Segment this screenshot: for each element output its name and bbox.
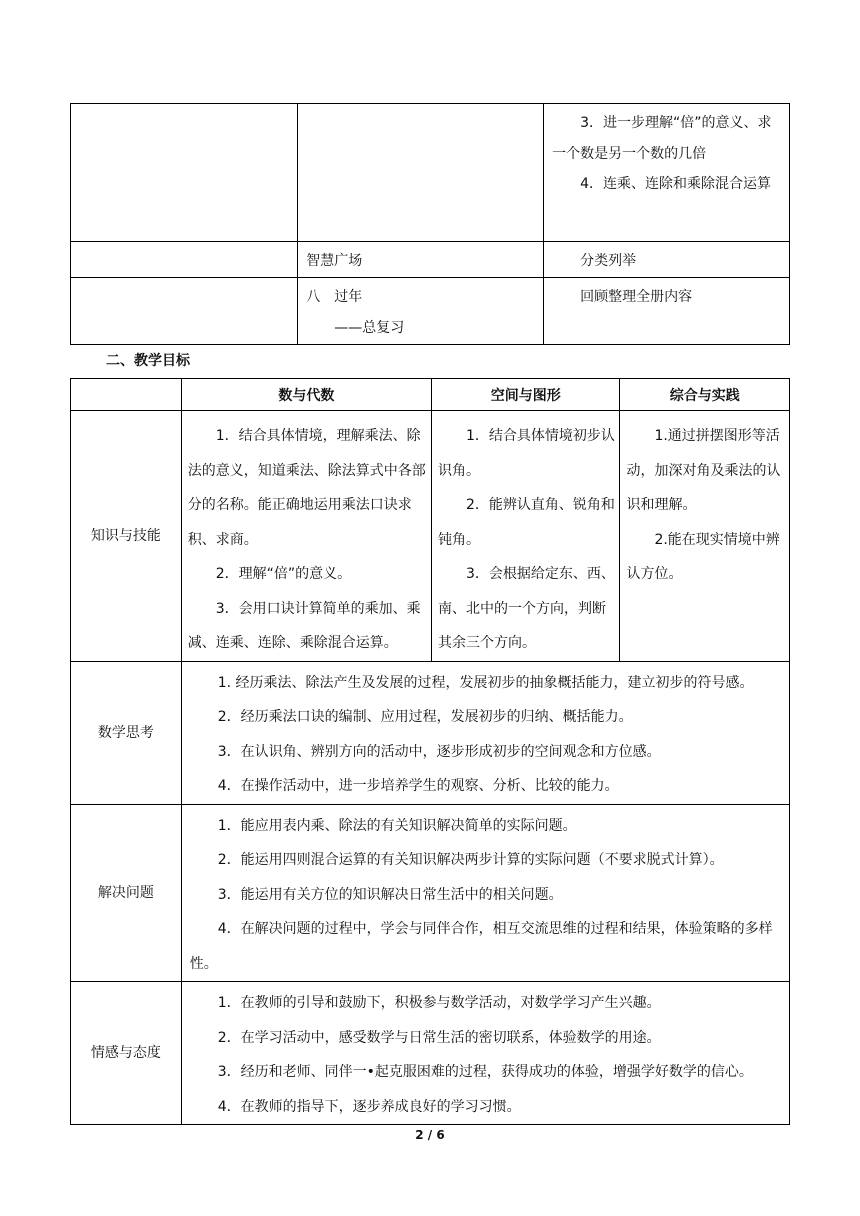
content-line: 分类列举 <box>580 253 637 269</box>
unit-title-cell <box>298 278 544 345</box>
objective-item: 1.通过拼摆图形等活动，加深对角及乘法的认识和理解。 <box>626 428 781 513</box>
objective-item: 3．在认识角、辨别方向的活动中，逐步形成初步的空间观念和方位感。 <box>217 743 661 760</box>
objective-item: 2.能在现实情境中辨认方位。 <box>626 531 780 582</box>
unit-cell-empty <box>71 278 298 345</box>
objective-item: 4．在解决问题的过程中，学会与同伴合作，相互交流思维的过程和结果，体验策略的多样性。 <box>189 921 773 972</box>
objective-item: 1. 经历乘法、除法产生及发展的过程，发展初步的抽象概括能力，建立初步的符号感。 <box>217 674 754 691</box>
page-number: 2 / 6 <box>415 1128 445 1142</box>
row-label-text: 知识与技能 <box>90 527 161 544</box>
row-label-attitude <box>71 982 182 1125</box>
thinking-cell <box>181 661 789 804</box>
row-label-knowledge <box>71 411 182 662</box>
objective-item: 3．会用口诀计算简单的乘加、乘减、连乘、连除、乘除混合运算。 <box>187 600 421 651</box>
unit-content-table <box>70 103 790 345</box>
objective-item: 3．经历和老师、同伴一•起克服困难的过程，获得成功的体验，增强学好数学的信心。 <box>217 1064 753 1080</box>
objective-item: 1．结合具体情境，理解乘法、除法的意义，知道乘法、除法算式中各部分的名称。能正确地运用乘法口诀求积、求商。 <box>187 428 426 548</box>
objective-item: 1．能应用表内乘、除法的有关知识解决简单的实际问题。 <box>217 817 577 834</box>
objective-item: 2．经历乘法口诀的编制、应用过程，发展初步的归纳、概括能力。 <box>217 709 633 725</box>
unit-title: 八 过年 <box>306 289 363 305</box>
knowledge-algebra-cell <box>181 411 431 662</box>
header-geometry: 空间与图形 <box>431 379 619 411</box>
unit-title-cell <box>298 242 544 278</box>
attitude-cell <box>181 982 789 1125</box>
unit-cell-empty <box>71 104 298 242</box>
objective-item: 3．能运用有关方位的知识解决日常生活中的相关问题。 <box>217 886 563 903</box>
unit-title-cell-empty <box>298 104 544 242</box>
objective-item: 2．理解“倍”的意义。 <box>215 566 352 582</box>
objective-item: 1．结合具体情境初步认识角。 <box>437 428 615 479</box>
unit-content-cell <box>544 104 790 242</box>
content-line: 回顾整理全册内容 <box>580 289 693 305</box>
unit-content-cell <box>544 278 790 345</box>
content-line: 4．连乘、连除和乘除混合运算 <box>580 176 771 192</box>
objective-item: 4．在教师的指导下，逐步养成良好的学习习惯。 <box>217 1098 521 1115</box>
header-algebra: 数与代数 <box>181 379 431 411</box>
row-label-thinking: 数学思考 <box>71 661 182 804</box>
unit-subtitle: ——总复习 <box>334 319 405 336</box>
unit-cell-empty <box>71 242 298 278</box>
knowledge-practice-cell <box>620 411 790 662</box>
unit-title: 智慧广场 <box>306 253 363 269</box>
row-label-text: 情感与态度 <box>90 1045 161 1061</box>
knowledge-geometry-cell <box>431 411 619 662</box>
row-label-problem: 解决问题 <box>71 804 182 982</box>
section-heading: 二、教学目标 <box>106 353 190 369</box>
objective-item: 2．在学习活动中，感受数学与日常生活的密切联系，体验数学的用途。 <box>217 1029 661 1046</box>
header-empty <box>71 379 182 411</box>
header-practice: 综合与实践 <box>620 379 790 411</box>
content-line: 3．进一步理解“倍”的意义、求一个数是另一个数的几倍 <box>552 115 772 162</box>
objective-item: 2．能运用四则混合运算的有关知识解决两步计算的实际问题（不要求脱式计算）。 <box>217 852 724 868</box>
problem-cell <box>181 804 789 982</box>
objective-item: 3．会根据给定东、西、南、北中的一个方向，判断其余三个方向。 <box>437 566 615 651</box>
objective-item: 4．在操作活动中，进一步培养学生的观察、分析、比较的能力。 <box>217 778 619 794</box>
unit-content-cell <box>544 242 790 278</box>
objective-item: 1．在教师的引导和鼓励下，积极参与数学活动，对数学学习产生兴趣。 <box>217 995 661 1011</box>
objective-item: 2．能辨认直角、锐角和钝角。 <box>437 497 615 548</box>
objectives-table <box>70 378 790 1125</box>
